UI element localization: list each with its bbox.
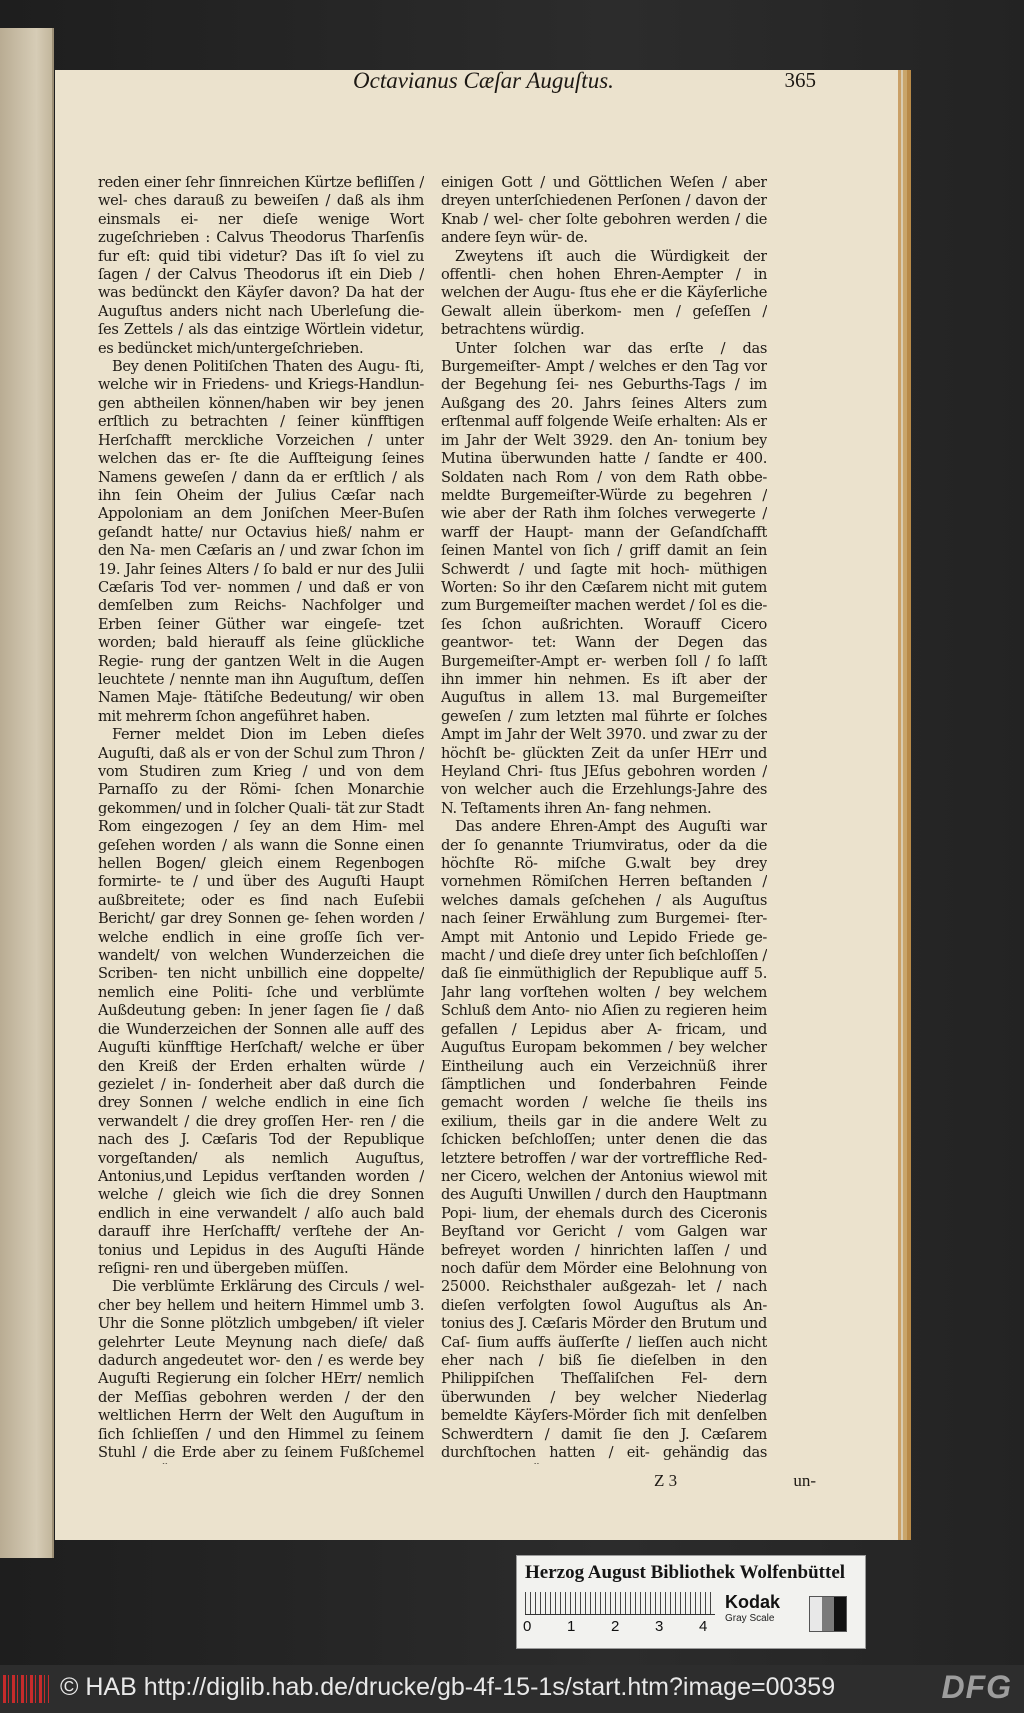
- running-title: Octavianus Cæſar Auguſtus.: [353, 68, 614, 93]
- page-footer-line: [98, 1471, 818, 1493]
- library-name: Herzog August Bibliothek Wolfenbüttel: [525, 1562, 846, 1583]
- scale-number: 1: [567, 1618, 576, 1635]
- scale-number: 2: [611, 1618, 620, 1635]
- paragraph: Ferner meldet Dion im Leben dieſes Auguſti, daß als er von der Schul zum Thron / vom Studiren zum Krieg / und von dem Parnaſſo zu der Römi- ſchen Monarchie gekommen/ und in ſolcher Quali- tät zur Stadt Rom eingezogen / ſey an dem Him- mel geſehen worden / als wann die Sonne einen hellen Bogen/ gleich einem Regenbogen formirte- te / und über des Auguſti Haupt außbreitete; oder es ſind nach Euſebii Bericht/ gar drey Sonnen ge- ſehen worden / welche endlich in eine groſſe ſich ver- wandelt/ von welchen Wunderzeichen die Scriben- ten nicht unbillich eine doppelte/ nemlich eine Politi- ſche und verblümte Außdeutung geben: In jener ſagen ſie / daß die Wunderzeichen der Sonnen alle auff des Auguſti künfftige Herſchaft/ welche er über den Kreiß der Erden erhalten würde / gezielet / in- ſonderheit aber daß durch die drey Sonnen / welche endlich in eine ſich verwandelt / die drey groſſen Her- ren / die nach des J. Cæſaris Tod der Republique vorgeſtanden/ als nemlich Auguſtus, Antonius,und Lepidus verſtanden worden / welche / gleich wie ſich die drey Sonnen endlich in eine verwandelt / alſo auch bald darauff ihre Herſchafft/ verſtehe der An- tonius und Lepidus in des Auguſti Hände reſigni- ren und übergeben müſſen.: [98, 726, 424, 1277]
- hab-logo-icon: [3, 1675, 49, 1703]
- book-page: [55, 70, 901, 1540]
- kodak-brand: Kodak: [725, 1592, 781, 1612]
- running-head: [98, 68, 818, 98]
- page-content: [98, 68, 818, 1490]
- scale-number: 4: [699, 1618, 708, 1635]
- footer-url[interactable]: © HAB http://diglib.hab.de/drucke/gb-4f-15-1s/start.htm?image=00359: [60, 1673, 836, 1701]
- previous-page-edge: [0, 28, 54, 1558]
- paragraph: Das andere Ehren-Ampt des Auguſti war der ſo genannte Triumviratus, oder da die höchſte Rö- miſche G.walt bey drey vornehmen Römiſchen Herren beſtanden / welches damals geſchehen / als Auguſtus nach ſeiner Erwählung zum Burgemei- ſter-Ampt mit Antonio und Lepido Friede ge- macht / und dieſe drey unter ſich beſchloſſen / daß ſie einmüthiglich der Republique auff 5. Jahr lang vorſtehen wolten / bey welchem Schluß dem Anto- nio Aſien zu regieren heim gefallen / Lepidus aber A- fricam, und Auguſtus Europam bekommen / bey welcher Eintheilung auch ein Verzeichnüß ihrer ſämptlichen und ſonderbahren Feinde gemacht worden / welche ſie theils ins exilium, theils gar in die andere Welt zu ſchicken beſchloſſen; unter denen die das letztere betroffen / war der vortreffliche Red- ner Cicero, welchen der Antonius wiewol mit des Auguſti Unwillen / durch den Hauptmann Popi- lium, der ehemals durch des Ciceronis Beyſtand vor Gericht / vom Galgen war befreyet worden / hinrichten laſſen / und noch dafür dem Mörder eine Belohnung von 25000. Reichsthaler außgezah- let / nach dieſen verfolgten ſowol Auguſtus als An- tonius des J. Cæſaris Mörder den Brutum und Caſ- ſium auffs äuſſerſte / lieſſen auch nicht eher nach / biß ſie dieſelben in den Philippiſchen Theſſaliſchen Fel- dern überwunden / bey welcher Niederlag bemeldte Käyſers-Mörder ſich mit denſelben Schwerdtern / damit ſie den J. Cæſarem durchſtochen hatten / eit- gehändig das: [441, 818, 767, 1462]
- dfg-logo: DFG: [941, 1669, 1012, 1705]
- library-label-card: [516, 1555, 866, 1649]
- left-column: [98, 174, 424, 1464]
- gray-scale-patch: [809, 1596, 847, 1632]
- paragraph: einigen Gott / und Göttlichen Weſen / aber dreyen unterſchiedenen Perſonen / davon der Knab / wel- cher ſolte gebohren werden / die andere ſeyn wür- de.: [441, 174, 767, 247]
- ruler-scale: [525, 1592, 715, 1615]
- paragraph: Die verblümte Erklärung des Circuls / wel- cher bey hellem und heitern Himmel umb 3. Uhr die Sonne plötzlich umbgeben/ iſt vieler gelehrter Leute Meynung nach dieſe/ daß dadurch angedeutet wor- den / es werde bey Auguſti Regierung ein ſolcher HErr/ nemlich der Meſſias gebohren werden / der den weltlichen Herrn der Welt den Auguſtum in ſich ſchlieſſen / und den Himmel zu ſeinem Stuhl / die Erde aber zu ſeinem Fußſchemel: [98, 1278, 424, 1462]
- right-column: [441, 174, 767, 1464]
- color-target: [725, 1592, 805, 1636]
- signature-mark: Z 3: [654, 1471, 678, 1490]
- catchword: un-: [793, 1471, 816, 1490]
- scale-number: 3: [655, 1618, 664, 1635]
- folio-number: 365: [784, 68, 816, 92]
- paragraph: Bey denen Politiſchen Thaten des Augu- ſti, welche wir in Friedens- und Kriegs-Handlun- gen abtheilen können/haben wir bey jenen erſtlich zu betrachten / ſeiner künfftigen Herſchafft merckliche Vorzeichen / unter welchen das er- ſte die Aufſteigung ſeines Namens geweſen / dann da er erſtlich / als ihn ſein Oheim der Julius Cæſar nach Appoloniam an dem Joniſchen Meer-Buſen geſandt hatte/ nur Octavius hieß/ nahm er den Na- men Cæſaris an / und zwar ſchon im 19. Jahr ſeines Alters / ſo bald er nur des Julii Cæſaris Tod ver- nommen / und daß er von demſelben zum Reichs- Nachfolger und Erben ſeiner Güther war eingeſe- tzet worden; bald hierauff als ſeine glückliche Regie- rung der gantzen Welt in die Augen leuchtete / nennte man ihn Auguſtum, deſſen Namen Maje- ſtätiſche Bedeutung/ wir oben mit mehrerm ſchon angeführet haben.: [98, 358, 424, 725]
- paragraph: Unter ſolchen war das erſte / das Burgemeiſter- Ampt / welches er den Tag vor der Begehung ſei- nes Geburths-Tags / im Außgang des 20. Jahrs ſeines Alters zum erſtenmal auff folgende Weiſe erhalten: Als er im Jahr der Welt 3929. den An- tonium bey Mutina überwunden hatte / ſandte er 400. Soldaten nach Rom / von dem Rath obbe- meldte Burgemeiſter-Würde zu begehren / wie aber der Rath ihm ſolches verwegerte / warff der Haupt- mann der Geſandſchafft ſeinen Mantel von ſich / griff damit an ſein Schwerdt / und ſagte mit hoch- müthigen Worten: So ihr den Cæſarem nicht mit gutem zum Burgemeiſter machen werdet / ſol es die- ſes ſchon außrichten. Worauff Cicero geantwor- tet: Wann der Degen das Burgemeiſter-Ampt er- werben ſoll / ſo laſſt ihn immer hin nehmen. Es iſt aber der Auguſtus in allem 13. mal Burgemeiſter geweſen / zum letzten mal führte er ſolches Ampt im Jahr der Welt 3970. und zwar zu der höchſt be- glückten Zeit da unſer HErr und Heyland Chri- ſtus JEſus gebohren worden / von welcher auch die Erzehlungs-Jahre des N. Teſtaments ihren An- fang nehmen.: [441, 339, 767, 817]
- viewer-footer: [0, 1665, 1024, 1713]
- paragraph: Zweytens iſt auch die Würdigkeit der offentli- chen hohen Ehren-Aempter / in welchen der Augu- ſtus ehe er die Käyſerliche Gewalt allein überkom- men / geſeſſen / betrachtens würdig.: [441, 247, 767, 339]
- kodak-subtitle: Gray Scale: [725, 1613, 775, 1624]
- scale-number: 0: [523, 1618, 532, 1635]
- text-columns: [98, 174, 818, 1464]
- paragraph: reden einer ſehr ſinnreichen Kürtze befliſſen / wel- ches darauß zu beweiſen / daß als ihm einsmals ei- ner dieſe wenige Wort zugeſchrieben : Calvus Theodorus Tharſenſis fur eſt: quid tibi videtur? Das iſt ſo viel zu ſagen / der Calvus Theodorus iſt ein Dieb / was bedünckt den Käyſer davon? Da hat der Auguſtus anders nicht nach Uberleſung die- ſes Zettels / als das eintzige Wörtlein videtur, es bedüncket mich/untergeſchrieben.: [98, 174, 424, 357]
- ruler-numbers: [523, 1618, 719, 1638]
